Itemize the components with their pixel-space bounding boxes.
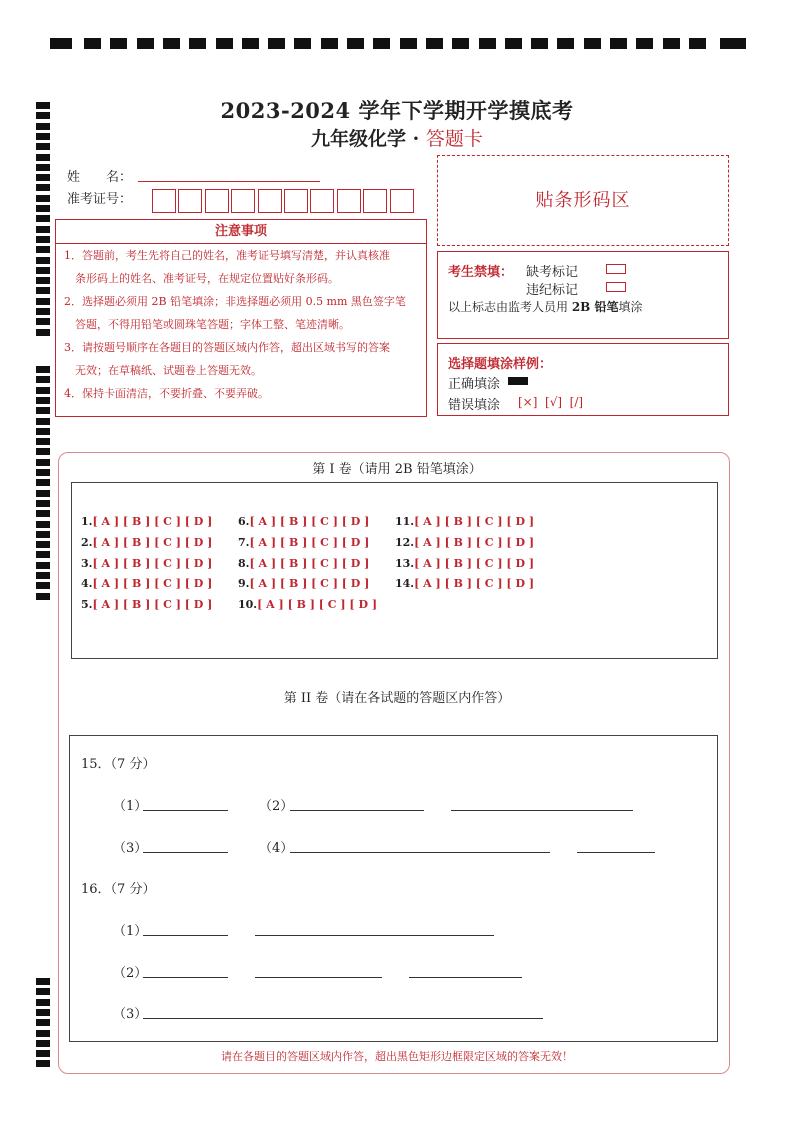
notice-item: 2．选择题必须用 2B 铅笔填涂；非选择题必须用 0.5 mm 黑色签字笔	[64, 295, 406, 308]
exam-id-digit-box[interactable]	[284, 189, 308, 213]
timing-mark	[36, 184, 50, 191]
q16-answer-line[interactable]	[143, 935, 228, 936]
q15-part-2-label: （2）	[259, 799, 294, 814]
timing-mark	[36, 1040, 50, 1047]
q15-answer-line[interactable]	[143, 852, 228, 853]
name-input-line[interactable]	[138, 181, 320, 182]
timing-mark	[36, 1030, 50, 1037]
timing-mark	[36, 490, 50, 497]
section-2-title: 第 II 卷（请在各试题的答题区内作答）	[283, 691, 511, 706]
timing-mark	[36, 1019, 50, 1026]
q16-part-2-label: （2）	[113, 966, 148, 981]
timing-mark	[36, 407, 50, 414]
timing-mark	[321, 38, 338, 49]
timing-mark	[36, 1009, 50, 1016]
timing-mark	[50, 38, 72, 49]
q16-answer-line[interactable]	[255, 935, 494, 936]
name-label: 姓 名：	[67, 170, 133, 185]
timing-mark	[36, 154, 50, 161]
timing-mark	[36, 277, 50, 284]
q16-answer-line[interactable]	[143, 977, 228, 978]
multiple-choice-box	[71, 482, 718, 659]
q15-answer-line[interactable]	[290, 852, 550, 853]
timing-mark	[610, 38, 627, 49]
mc-options[interactable]: [ A ] [ B ] [ C ] [ D ]	[249, 556, 370, 570]
mc-question-number: 6.	[238, 515, 250, 528]
mc-question[interactable]	[238, 536, 369, 549]
notice-item: 答题，不得用铅笔或圆珠笔答题；字体工整、笔迹清晰。	[64, 318, 350, 331]
mc-options[interactable]: [ A ] [ B ] [ C ] [ D ]	[92, 515, 213, 528]
q15-answer-line[interactable]	[143, 810, 228, 811]
mc-options[interactable]: [ A ] [ B ] [ C ] [ D ]	[92, 577, 213, 591]
timing-mark	[36, 308, 50, 315]
timing-mark	[36, 448, 50, 455]
timing-mark	[36, 205, 50, 212]
notice-item: 条形码上的姓名、准考证号，在规定位置贴好条形码。	[64, 272, 339, 285]
mc-options[interactable]: [ A ] [ B ] [ C ] [ D ]	[414, 535, 535, 549]
mc-question[interactable]	[238, 515, 369, 528]
timing-mark	[36, 318, 50, 325]
mc-question[interactable]	[238, 557, 369, 570]
exam-id-digit-box[interactable]	[152, 189, 176, 213]
barcode-area: 贴条形码区	[437, 155, 729, 246]
exam-id-digit-box[interactable]	[178, 189, 202, 213]
timing-mark	[36, 366, 50, 373]
mc-question-number: 4.	[81, 577, 93, 591]
q15-answer-line[interactable]	[451, 810, 633, 811]
page-title: 2023-2024 学年下学期开学摸底考	[220, 98, 574, 123]
question-16-label: 16．（7 分）	[81, 882, 156, 897]
forbidden-title: 考生禁填：	[448, 265, 514, 280]
timing-mark	[636, 38, 653, 49]
q15-answer-line[interactable]	[577, 852, 655, 853]
timing-mark	[689, 38, 706, 49]
mc-question-number: 7.	[238, 535, 250, 549]
mc-question-number: 12.	[395, 535, 415, 549]
mc-question[interactable]	[395, 557, 534, 570]
mc-question-number: 8.	[238, 556, 250, 570]
correct-fill-sample	[508, 377, 528, 385]
mc-options[interactable]: [ A ] [ B ] [ C ] [ D ]	[414, 515, 535, 528]
subtitle-answer-card: 答题卡	[425, 128, 483, 150]
timing-mark	[36, 246, 50, 253]
timing-mark	[36, 387, 50, 394]
timing-mark	[36, 226, 50, 233]
timing-mark	[242, 38, 259, 49]
timing-mark	[36, 418, 50, 425]
q15-answer-line[interactable]	[290, 810, 424, 811]
timing-mark	[36, 978, 50, 985]
timing-mark	[36, 438, 50, 445]
timing-mark	[557, 38, 574, 49]
timing-mark	[720, 38, 746, 49]
timing-mark	[36, 267, 50, 274]
timing-mark	[36, 195, 50, 202]
timing-mark	[36, 541, 50, 548]
timing-mark	[268, 38, 285, 49]
exam-id-digit-box[interactable]	[337, 189, 361, 213]
mc-options[interactable]: [ A ] [ B ] [ C ] [ D ]	[92, 598, 213, 612]
timing-mark	[36, 500, 50, 507]
exam-id-digit-box[interactable]	[310, 189, 334, 213]
q16-part-3-label: （3）	[113, 1007, 148, 1022]
timing-mark	[36, 988, 50, 995]
mc-question[interactable]	[81, 598, 212, 611]
q15-part-4-label: （4）	[259, 841, 294, 856]
timing-mark	[36, 551, 50, 558]
timing-mark	[663, 38, 680, 49]
mc-question-number: 5.	[81, 598, 93, 612]
notice-item: 无效；在草稿纸、试题卷上答题无效。	[64, 364, 262, 377]
timing-mark	[36, 562, 50, 569]
violation-mark-box[interactable]	[606, 282, 626, 292]
mc-question[interactable]	[81, 557, 212, 570]
exam-id-digit-box[interactable]	[363, 189, 387, 213]
mc-options[interactable]: [ A ] [ B ] [ C ] [ D ]	[92, 535, 213, 549]
timing-mark	[479, 38, 496, 49]
timing-mark	[36, 397, 50, 404]
timing-mark	[36, 572, 50, 579]
mc-options[interactable]: [ A ] [ B ] [ C ] [ D ]	[249, 535, 370, 549]
timing-mark	[531, 38, 548, 49]
exam-id-digit-box[interactable]	[390, 189, 414, 213]
mc-options[interactable]: [ A ] [ B ] [ C ] [ D ]	[249, 577, 370, 591]
timing-mark	[347, 38, 364, 49]
mc-question[interactable]	[81, 536, 212, 549]
mc-question-number: 11.	[395, 515, 415, 528]
timing-mark	[189, 38, 206, 49]
exam-id-digit-box[interactable]	[205, 189, 229, 213]
page-subtitle	[0, 124, 794, 151]
mc-question[interactable]	[395, 577, 534, 590]
notice-box	[55, 219, 427, 417]
top-timing-marks	[50, 38, 746, 50]
mc-question-number: 14.	[395, 577, 415, 591]
timing-mark	[373, 38, 390, 49]
q15-part-1-label: （1）	[113, 799, 148, 814]
forbidden-note-bold: 2B 铅笔	[571, 300, 619, 314]
mc-question[interactable]	[395, 536, 534, 549]
timing-mark	[36, 215, 50, 222]
timing-mark	[294, 38, 311, 49]
mc-question[interactable]	[395, 515, 534, 528]
timing-mark	[110, 38, 127, 49]
q16-part-1-label: （1）	[113, 924, 148, 939]
timing-mark	[36, 298, 50, 305]
mc-question-number: 9.	[238, 577, 250, 591]
mc-question-number: 1.	[81, 515, 93, 528]
timing-mark	[36, 531, 50, 538]
mc-options[interactable]: [ A ] [ B ] [ C ] [ D ]	[249, 515, 370, 528]
absent-mark-box[interactable]	[606, 264, 626, 274]
timing-mark	[452, 38, 469, 49]
subtitle-subject: 九年级化学	[311, 128, 407, 150]
examinee-forbidden-box	[437, 251, 729, 339]
sample-title: 选择题填涂样例：	[448, 357, 553, 372]
notice-item: 3．请按题号顺序在各题目的答题区域内作答，超出区域书写的答案	[64, 341, 390, 354]
timing-mark	[36, 593, 50, 600]
mc-question[interactable]	[238, 598, 377, 611]
forbidden-note-post: 填涂	[618, 300, 643, 314]
exam-id-digit-box[interactable]	[258, 189, 282, 213]
fill-sample-box	[437, 343, 729, 416]
question-15-label: 15．（7 分）	[81, 757, 156, 772]
absent-mark-label: 缺考标记	[526, 265, 579, 280]
timing-mark	[36, 428, 50, 435]
mc-question-number: 2.	[81, 535, 93, 549]
timing-mark	[36, 582, 50, 589]
timing-mark	[36, 257, 50, 264]
q15-part-3-label: （3）	[113, 841, 148, 856]
mc-options[interactable]: [ A ] [ B ] [ C ] [ D ]	[414, 556, 535, 570]
timing-mark	[84, 38, 101, 49]
timing-mark	[36, 999, 50, 1006]
mc-options[interactable]: [ A ] [ B ] [ C ] [ D ]	[414, 577, 535, 591]
correct-fill-label: 正确填涂	[448, 377, 501, 392]
notice-title: 注意事项	[56, 220, 426, 244]
timing-mark	[36, 329, 50, 336]
timing-mark	[137, 38, 154, 49]
forbidden-note	[448, 298, 643, 315]
q16-answer-line[interactable]	[255, 977, 382, 978]
timing-mark	[36, 521, 50, 528]
mc-question-number: 3.	[81, 556, 93, 570]
wrong-fill-label: 错误填涂	[448, 398, 501, 413]
timing-mark	[216, 38, 233, 49]
mc-question-number: 10.	[238, 598, 258, 612]
timing-mark	[36, 510, 50, 517]
timing-mark	[426, 38, 443, 49]
exam-id-label: 准考证号：	[67, 192, 133, 207]
timing-mark	[36, 236, 50, 243]
timing-mark	[400, 38, 417, 49]
timing-mark	[36, 479, 50, 486]
timing-mark	[36, 376, 50, 383]
section-1-title: 第 I 卷（请用 2B 铅笔填涂）	[312, 462, 482, 477]
footer-warning: 请在各题目的答题区域内作答，超出黑色矩形边框限定区域的答案无效！	[221, 1050, 573, 1063]
timing-mark	[584, 38, 601, 49]
mc-question[interactable]	[81, 577, 212, 590]
q16-answer-line[interactable]	[409, 977, 522, 978]
timing-mark	[163, 38, 180, 49]
notice-item: 4．保持卡面清洁，不要折叠、不要弄破。	[64, 387, 269, 400]
timing-mark	[36, 287, 50, 294]
q16-answer-line[interactable]	[143, 1018, 543, 1019]
mc-question[interactable]	[238, 577, 369, 590]
exam-id-digit-box[interactable]	[231, 189, 255, 213]
mc-options[interactable]: [ A ] [ B ] [ C ] [ D ]	[92, 556, 213, 570]
wrong-fill-samples: [×] [√] [/]	[518, 395, 584, 409]
subtitle-separator: ·	[406, 128, 426, 150]
timing-mark	[36, 164, 50, 171]
free-response-box	[69, 735, 718, 1042]
mc-options[interactable]: [ A ] [ B ] [ C ] [ D ]	[257, 598, 378, 612]
timing-mark	[505, 38, 522, 49]
violation-mark-label: 违纪标记	[526, 283, 579, 298]
timing-mark	[36, 174, 50, 181]
mc-question[interactable]	[81, 515, 212, 528]
mc-question-number: 13.	[395, 556, 415, 570]
notice-item: 1．答题前，考生先将自己的姓名，准考证号填写清楚，并认真核准	[64, 249, 390, 262]
forbidden-note-pre: 以上标志由监考人员用	[448, 300, 572, 314]
